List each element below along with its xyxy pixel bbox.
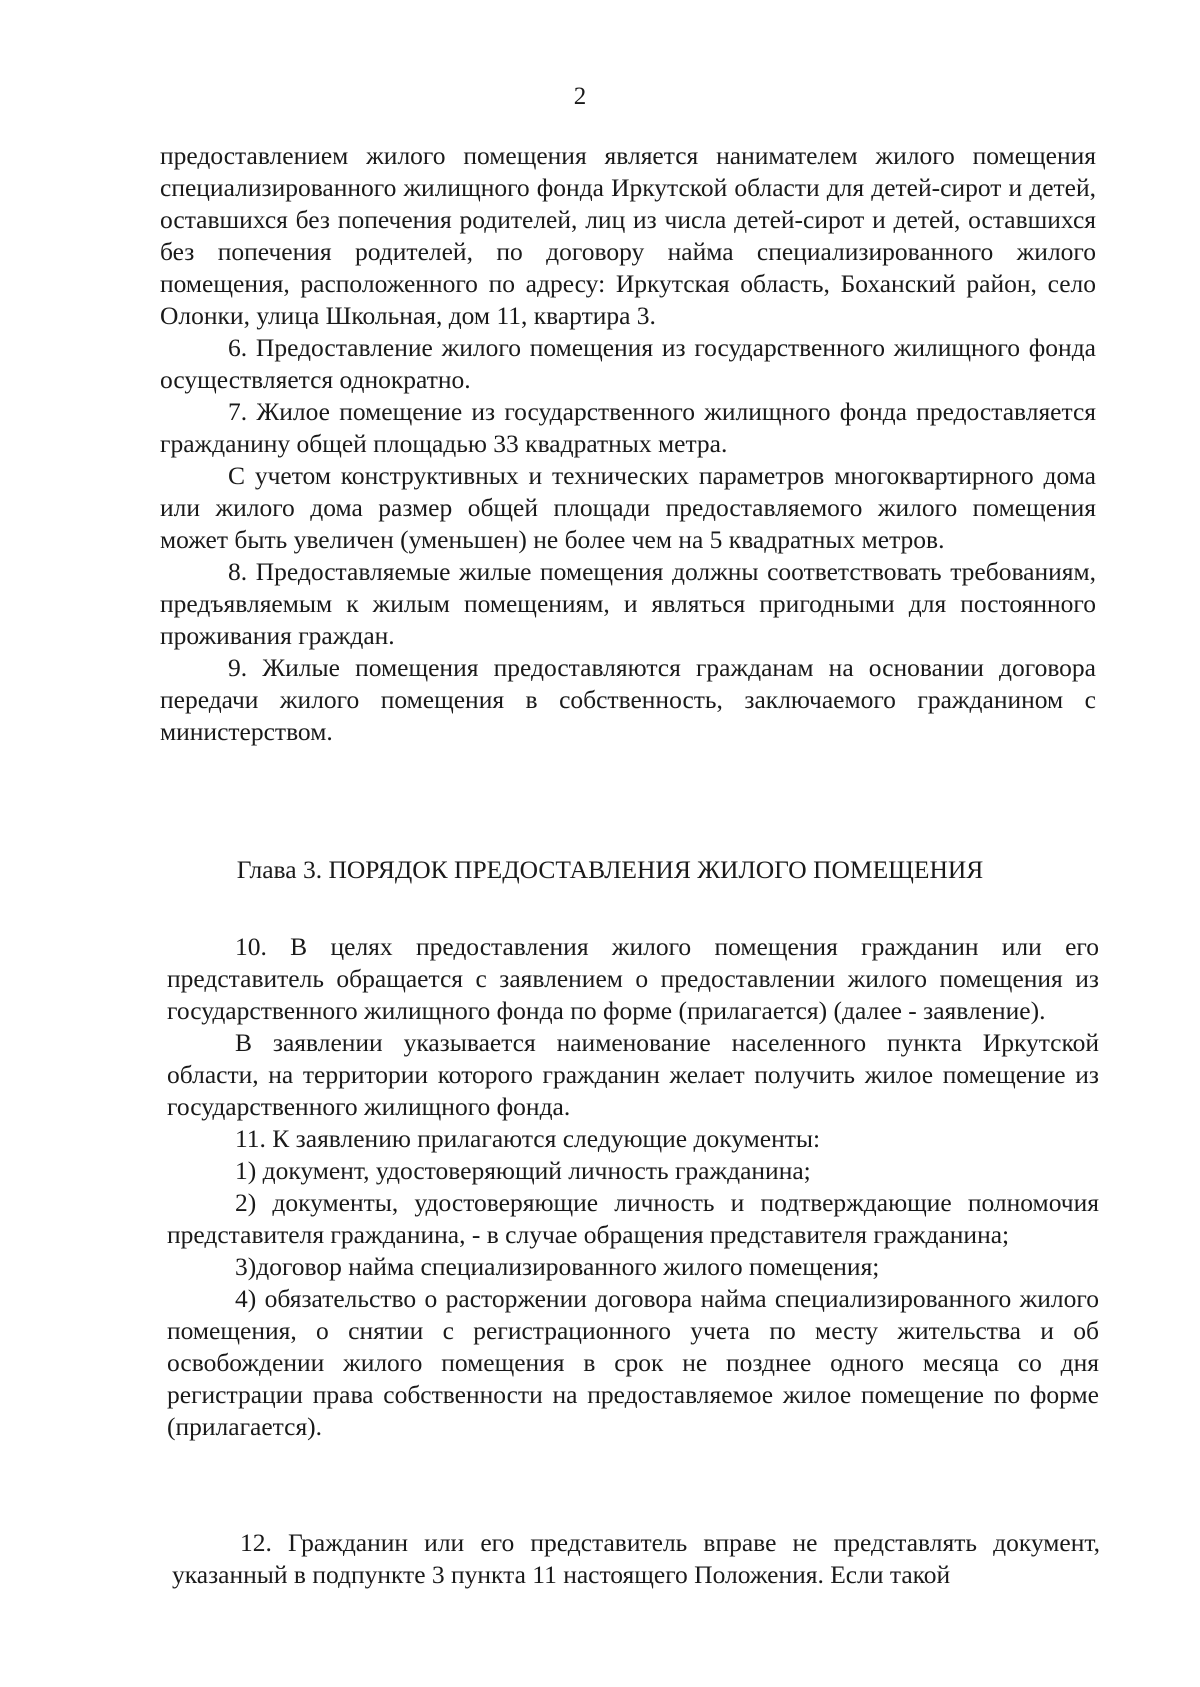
paragraph-item-11: 11. К заявлению прилагаются следующие документы: xyxy=(235,1124,821,1153)
page-number: 2 xyxy=(573,83,587,110)
paragraph-area-note: С учетом конструктивных и технических параметров многоквартирного дома или жилого дома размер общей площади предоставляемого жилого помещения может быть увеличен (уменьшен) не более чем на 5 квадратных метров. xyxy=(160,461,1096,554)
list-item-1: 1) документ, удостоверяющий личность гражданина; xyxy=(235,1156,811,1185)
text-block-top xyxy=(160,140,1096,748)
paragraph-application-note: В заявлении указывается наименование населенного пункта Иркутской области, на территории которого гражданин желает получить жилое помещение из государственного жилищного фонда. xyxy=(167,1028,1099,1121)
paragraph-item-8: 8. Предоставляемые жилые помещения должны соответствовать требованиям, предъявляемым к жилым помещениям, и являться пригодными для постоянного проживания граждан. xyxy=(160,557,1096,650)
paragraph-item-6: 6. Предоставление жилого помещения из государственного жилищного фонда осуществляется однократно. xyxy=(160,333,1096,394)
list-item-4: 4) обязательство о расторжении договора найма специализированного жилого помещения, о снятии с регистрационного учета по месту жительства и об освобождении жилого помещения в срок не позднее одного месяца со дня регистрации права собственности на предоставляемое жилое помещение по форме (прилагается). xyxy=(167,1284,1099,1441)
chapter-heading: Глава 3. ПОРЯДОК ПРЕДОСТАВЛЕНИЯ ЖИЛОГО ПОМЕЩЕНИЯ xyxy=(236,855,984,884)
text-block-bottom xyxy=(172,1527,1100,1591)
paragraph-item-12: 12. Гражданин или его представитель вправе не представлять документ, указанный в подпункте 3 пункта 11 настоящего Положения. Если такой xyxy=(172,1528,1100,1589)
paragraph-continuation: предоставлением жилого помещения является нанимателем жилого помещения специализированного жилищного фонда Иркутской области для детей-сирот и детей, оставшихся без попечения родителей, лиц из числа детей-сирот и детей, оставшихся без попечения родителей, по договору найма специализированного жилого помещения, расположенного по адресу: Иркутская область, Боханский район, село Олонки, улица Школьная, дом 11, квартира 3. xyxy=(160,141,1096,330)
text-block-middle xyxy=(167,931,1099,1443)
paragraph-item-9: 9. Жилые помещения предоставляются гражданам на основании договора передачи жилого помещения в собственность, заключаемого гражданином с министерством. xyxy=(160,653,1096,746)
paragraph-item-7: 7. Жилое помещение из государственного жилищного фонда предоставляется гражданину общей площадью 33 квадратных метра. xyxy=(160,397,1096,458)
paragraph-item-10: 10. В целях предоставления жилого помещения гражданин или его представитель обращается с заявлением о предоставлении жилого помещения из государственного жилищного фонда по форме (прилагается) (далее - заявление). xyxy=(167,932,1099,1025)
list-item-3: 3)договор найма специализированного жилого помещения; xyxy=(235,1252,880,1281)
list-item-2: 2) документы, удостоверяющие личность и подтверждающие полномочия представителя гражданина, - в случае обращения представителя гражданина; xyxy=(167,1188,1099,1249)
